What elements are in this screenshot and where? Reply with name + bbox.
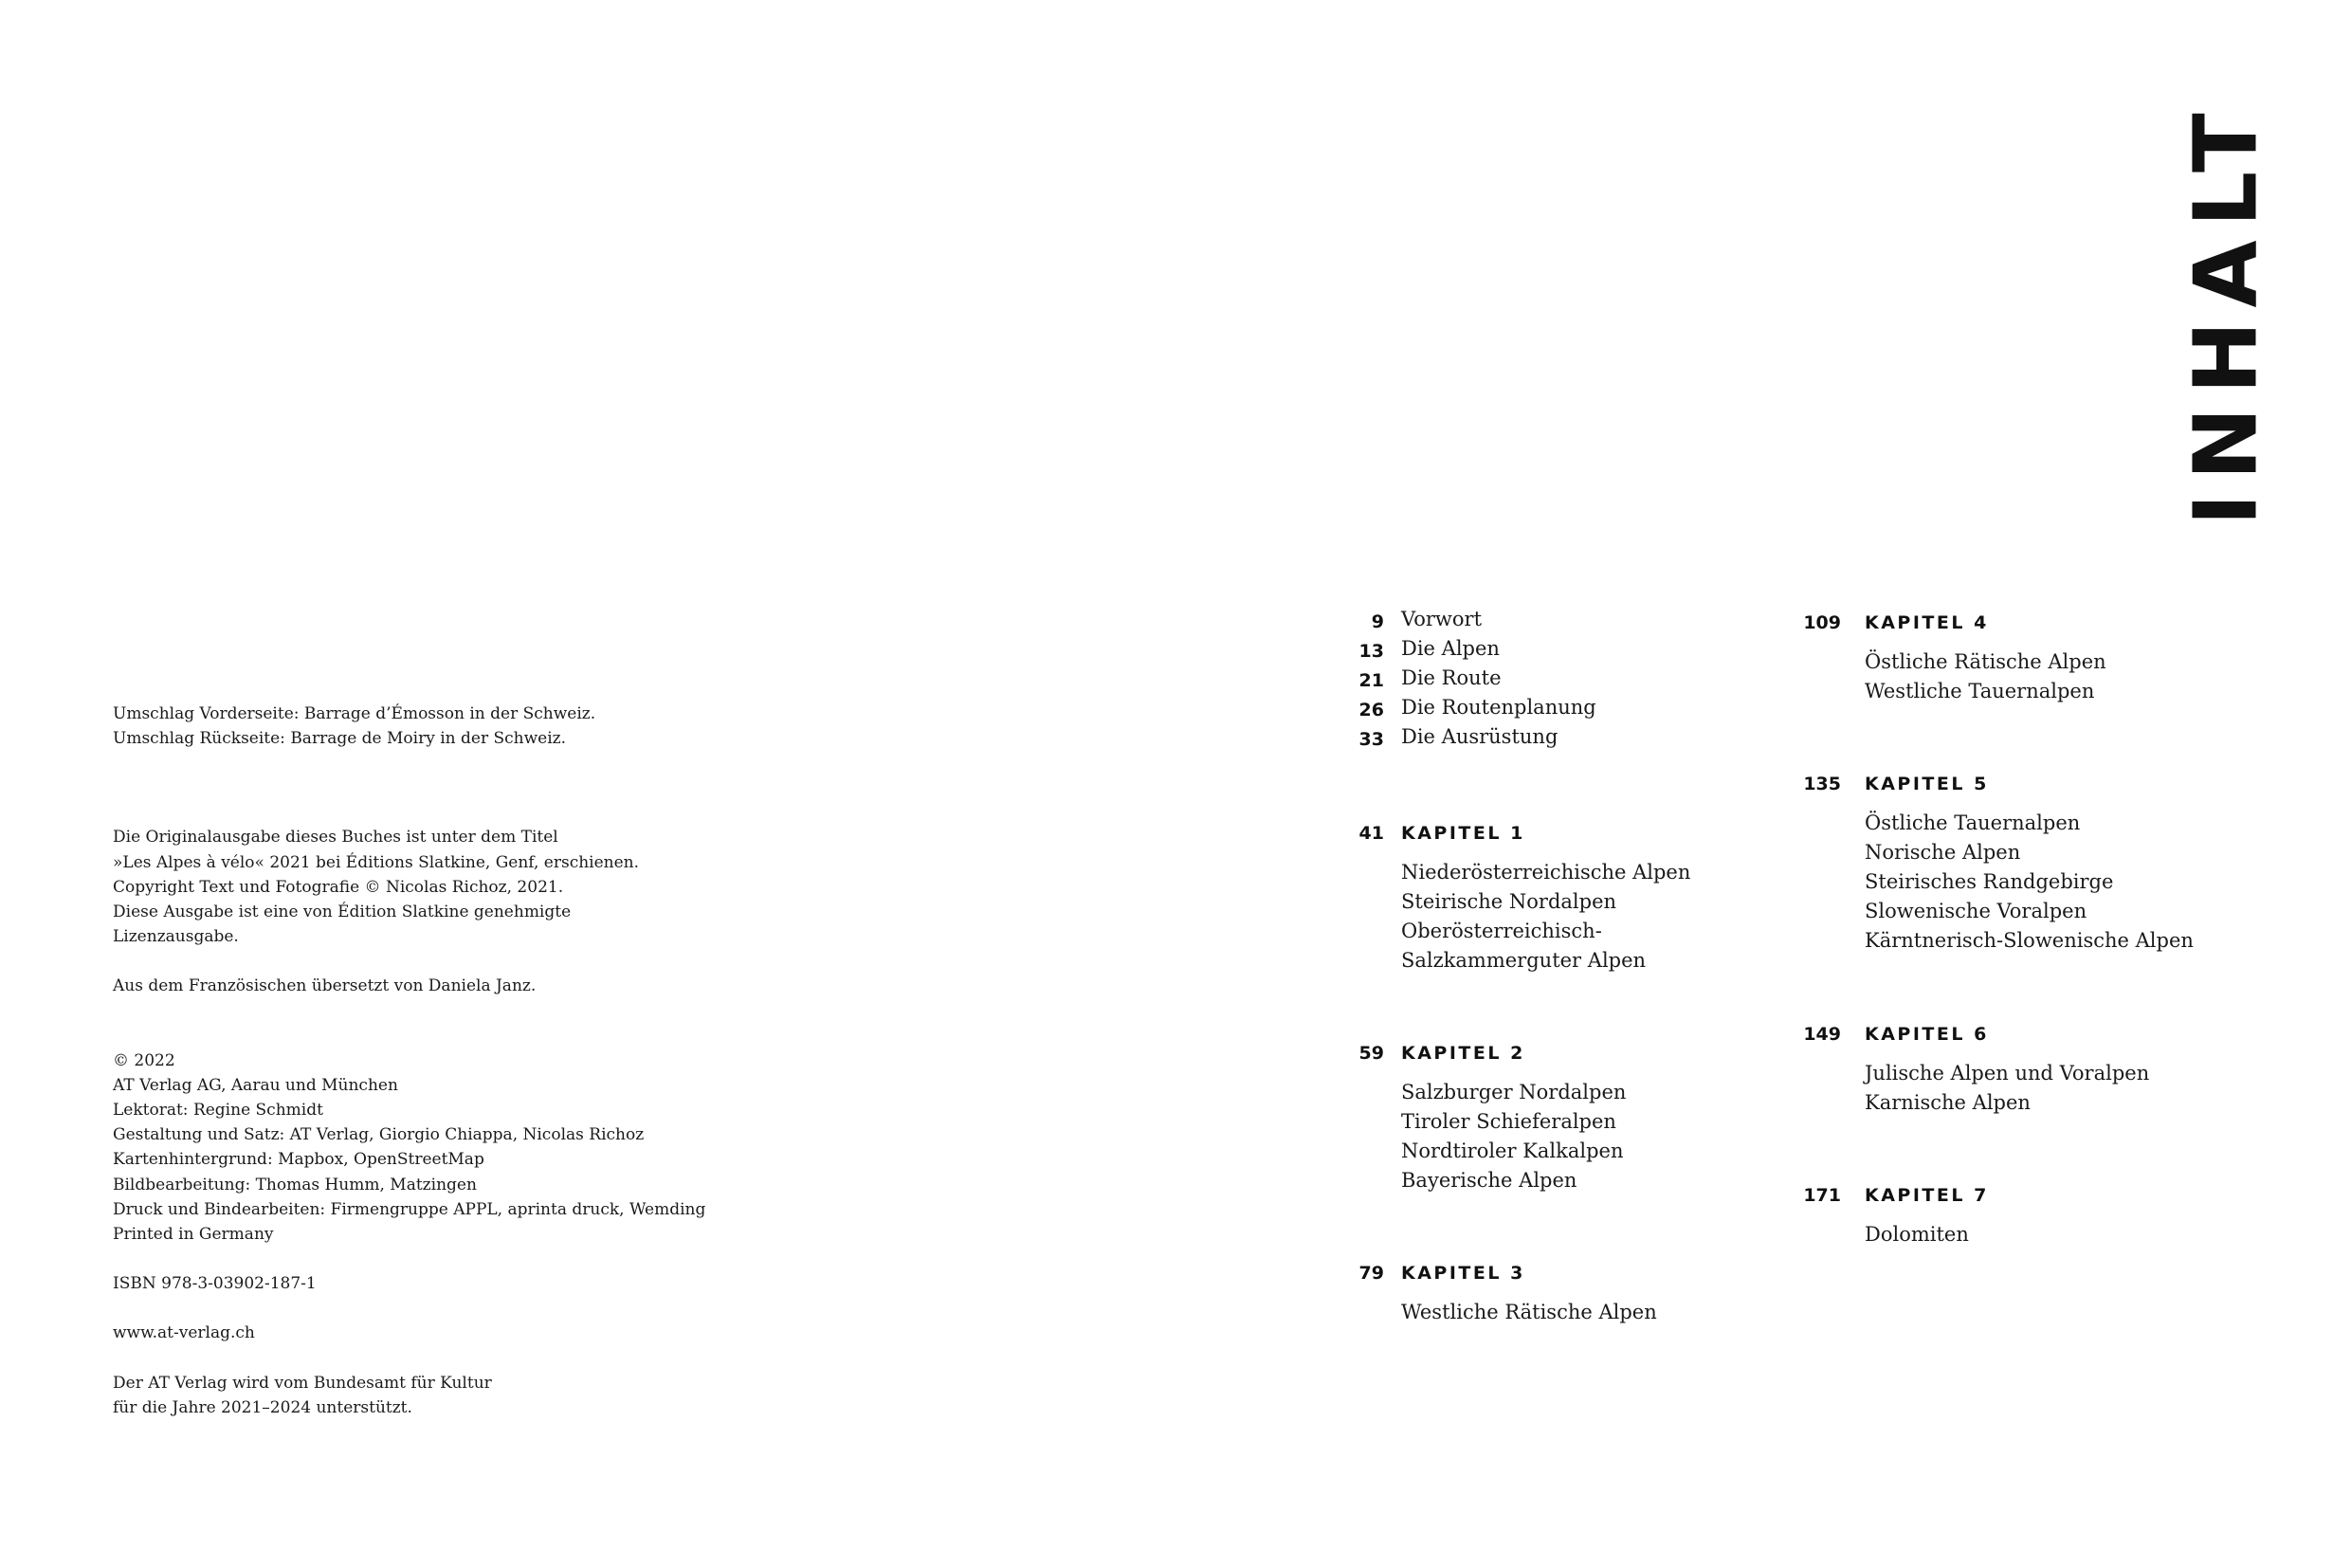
toc-subitem: Bayerische Alpen [1401, 1169, 1577, 1192]
imprint-line: © 2022 [113, 1050, 175, 1070]
toc-subitem: Dolomiten [1865, 1223, 1969, 1246]
toc-label: Die Alpen [1401, 637, 1500, 660]
imprint-line: Lektorat: Regine Schmidt [113, 1101, 323, 1121]
publisher-credits [113, 1048, 776, 1248]
toc-page-number: 171 [1803, 1185, 1841, 1206]
imprint-line: Printed in Germany [113, 1225, 274, 1245]
support-note [113, 1371, 776, 1420]
toc-subitem: Slowenische Voralpen [1865, 900, 2087, 922]
toc-entry[interactable] [1308, 608, 1782, 636]
imprint-line: Umschlag Vorderseite: Barrage d’Émosson in der Schweiz. [113, 704, 596, 723]
isbn [113, 1271, 776, 1296]
toc-page-number: 79 [1358, 1263, 1384, 1284]
toc-chapter-1[interactable] [1308, 819, 1782, 990]
toc-entry[interactable] [1308, 725, 1782, 754]
imprint-line: Bildbearbeitung: Thomas Humm, Matzingen [113, 1175, 477, 1194]
toc-label: Die Route [1401, 666, 1502, 689]
toc-chapter-2[interactable] [1308, 1039, 1782, 1210]
original-edition [113, 825, 776, 949]
toc-subitem: Östliche Tauernalpen [1865, 811, 2081, 834]
website [113, 1321, 776, 1345]
imprint [113, 702, 776, 1420]
chapter-title: KAPITEL 4 [1865, 612, 1989, 633]
toc-subitem: Julische Alpen und Voralpen [1865, 1062, 2150, 1085]
toc-page-number: 149 [1803, 1024, 1841, 1045]
toc-subitem: Kärntnerisch-Slowenische Alpen [1865, 929, 2194, 952]
toc-chapter-4[interactable] [1765, 609, 2258, 713]
toc-chapter-6[interactable] [1765, 1020, 2258, 1124]
imprint-line: Aus dem Französischen übersetzt von Daniela Janz. [113, 976, 537, 996]
chapter-title: KAPITEL 6 [1865, 1024, 1989, 1045]
toc-entry[interactable] [1308, 666, 1782, 695]
isbn-line: ISBN 978-3-03902-187-1 [113, 1274, 317, 1294]
toc-entry[interactable] [1308, 637, 1782, 665]
toc-page-number: 9 [1371, 611, 1384, 632]
toc-page-number: 41 [1358, 823, 1384, 844]
imprint-line: Der AT Verlag wird vom Bundesamt für Kultur [113, 1373, 492, 1393]
page-title [2175, 100, 2277, 526]
toc-page-number: 135 [1803, 774, 1841, 794]
toc-subitem: Salzkammerguter Alpen [1401, 949, 1647, 972]
toc-page-number: 33 [1358, 729, 1384, 750]
toc-page-number: 59 [1358, 1043, 1384, 1064]
toc-label: Die Ausrüstung [1401, 725, 1558, 748]
toc-subitem: Steirische Nordalpen [1401, 890, 1617, 913]
cover-credits [113, 702, 776, 751]
chapter-title: KAPITEL 1 [1401, 823, 1525, 844]
toc-subitem: Niederösterreichische Alpen [1401, 861, 1691, 884]
imprint-line: Gestaltung und Satz: AT Verlag, Giorgio Chiappa, Nicolas Richoz [113, 1125, 645, 1145]
page-title-text: INHALT [2175, 100, 2277, 526]
toc-page-number: 109 [1803, 612, 1841, 633]
imprint-line: AT Verlag AG, Aarau und München [113, 1075, 398, 1095]
chapter-title: KAPITEL 3 [1401, 1263, 1525, 1284]
toc-subitem: Nordtiroler Kalkalpen [1401, 1140, 1624, 1162]
website-link: www.at-verlag.ch [113, 1323, 255, 1343]
toc-label: Die Routenplanung [1401, 696, 1596, 719]
toc-subitem: Östliche Rätische Alpen [1865, 650, 2106, 673]
imprint-line: Die Originalausgabe dieses Buches ist unter dem Titel [113, 828, 558, 848]
toc-chapter-7[interactable] [1765, 1181, 2258, 1257]
toc-subitem: Westliche Rätische Alpen [1401, 1301, 1657, 1323]
toc-page-number: 13 [1358, 641, 1384, 662]
toc-chapter-5[interactable] [1765, 770, 2296, 969]
chapter-title: KAPITEL 5 [1865, 774, 1989, 794]
toc-entry[interactable] [1308, 696, 1782, 724]
toc-subitem: Karnische Alpen [1865, 1091, 2031, 1114]
imprint-line: Umschlag Rückseite: Barrage de Moiry in der Schweiz. [113, 729, 567, 749]
toc-subitem: Westliche Tauernalpen [1865, 680, 2095, 702]
toc-subitem: Norische Alpen [1865, 841, 2021, 864]
imprint-line: für die Jahre 2021–2024 unterstützt. [113, 1397, 412, 1417]
toc-page-number: 26 [1358, 700, 1384, 720]
imprint-line: »Les Alpes à vélo« 2021 bei Éditions Slatkine, Genf, erschienen. [113, 852, 640, 872]
imprint-line: Diese Ausgabe ist eine von Édition Slatkine genehmigte [113, 903, 572, 922]
toc-label: Vorwort [1401, 608, 1483, 630]
toc-subitem: Oberösterreichisch- [1401, 920, 1602, 942]
imprint-line: Copyright Text und Fotografie © Nicolas Richoz, 2021. [113, 877, 564, 897]
imprint-line: Kartenhintergrund: Mapbox, OpenStreetMap [113, 1150, 484, 1170]
imprint-line: Druck und Bindearbeiten: Firmengruppe APPL, aprinta druck, Wemding [113, 1199, 706, 1219]
imprint-line: Lizenzausgabe. [113, 927, 239, 947]
chapter-title: KAPITEL 7 [1865, 1185, 1989, 1206]
toc-subitem: Steirisches Randgebirge [1865, 870, 2114, 893]
toc-subitem: Salzburger Nordalpen [1401, 1081, 1627, 1103]
toc-subitem: Tiroler Schieferalpen [1401, 1110, 1616, 1133]
chapter-title: KAPITEL 2 [1401, 1043, 1525, 1064]
translation-credit [113, 974, 776, 998]
toc-page-number: 21 [1358, 670, 1384, 691]
toc-chapter-3[interactable] [1308, 1259, 1782, 1335]
